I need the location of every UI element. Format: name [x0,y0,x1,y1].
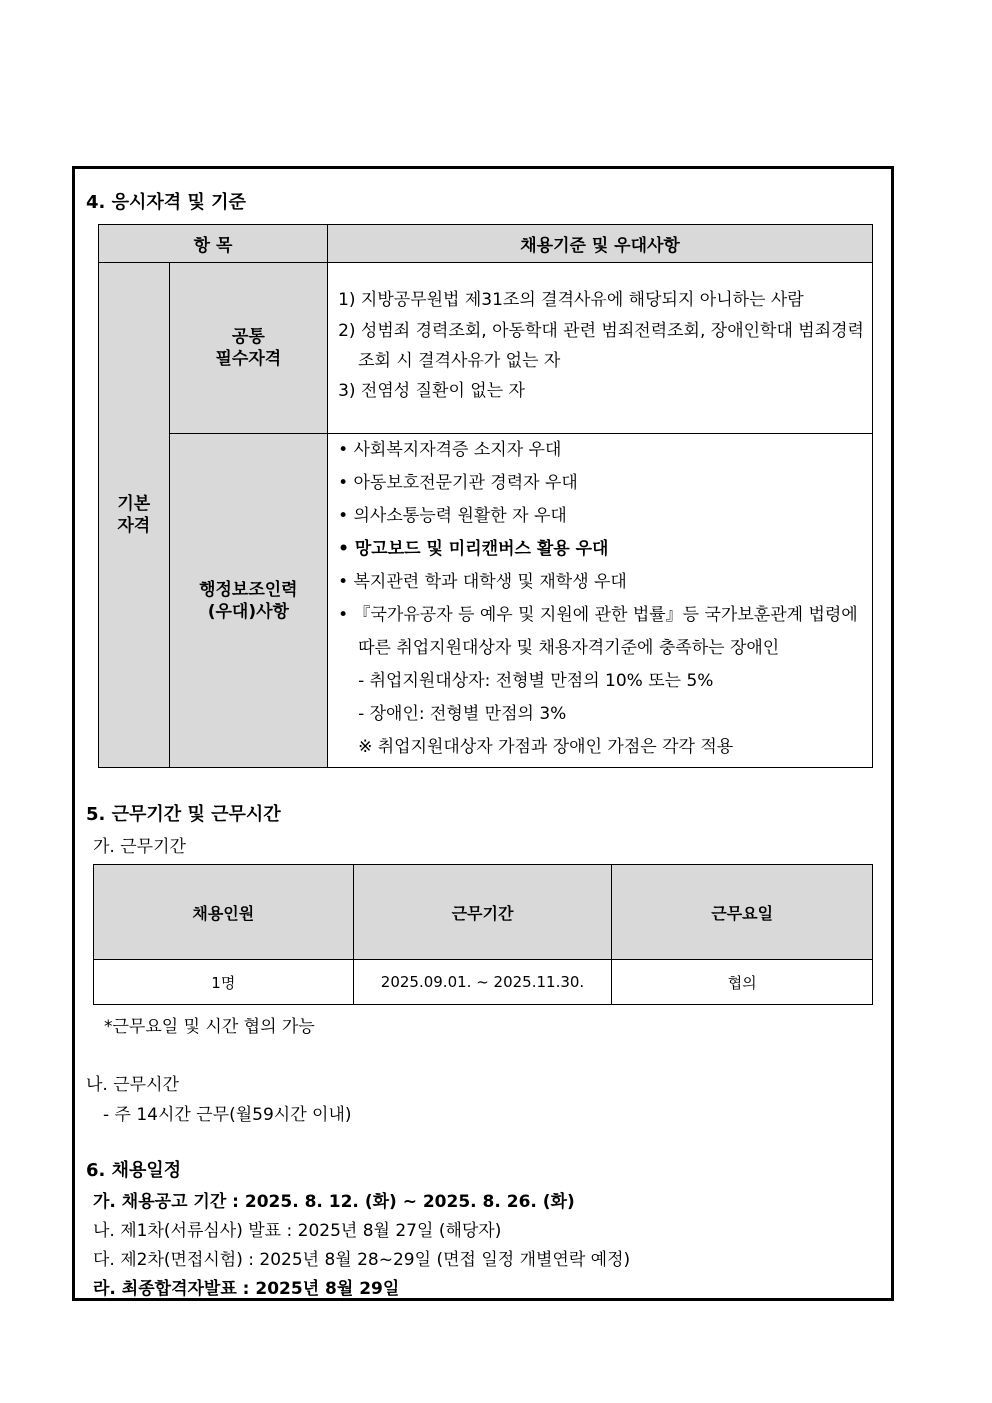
list-item: - 장애인: 전형별 만점의 3% [358,704,567,724]
preferred-label [169,434,327,768]
schedule-item-a: 가. 채용공고 기간 : 2025. 8. 12. (화) ~ 2025. 8. 26. (화) [93,1192,575,1212]
list-item: ※ 취업지원대상자 가점과 장애인 가점은 각각 적용 [358,737,734,757]
list-item: 2) 성범죄 경력조회, 아동학대 관련 범죄전력조회, 장애인학대 범죄경력 [338,321,864,341]
cell-headcount: 1명 [94,960,354,1005]
group-label-basic [99,263,170,768]
header-period: 근무기간 [353,865,612,960]
group-label-line: 자격 [117,516,151,536]
table-row [94,960,873,1005]
header-item: 항 목 [99,225,328,263]
preferred-criteria [328,434,873,768]
section5-title: 5. 근무기간 및 근무시간 [86,804,281,825]
preferred-label-line: 행정보조인력 [199,579,298,600]
section4-title: 4. 응시자격 및 기준 [86,192,246,213]
list-item: • 아동보호전문기관 경력자 우대 [338,473,578,493]
qualification-table [98,224,873,768]
list-item: • 망고보드 및 미리캔버스 활용 우대 [338,539,609,559]
list-item: • 『국가유공자 등 예우 및 지원에 관한 법률』등 국가보훈관계 법령에 [338,605,858,625]
section5-hours: - 주 14시간 근무(월59시간 이내) [103,1105,352,1125]
work-period-table [93,864,873,1005]
section5-sub-b: 나. 근무시간 [86,1075,179,1095]
preferred-label-line: (우대)사항 [207,601,289,622]
schedule-item-b: 나. 제1차(서류심사) 발표 : 2025년 8월 27일 (해당자) [93,1221,502,1241]
section5-sub-a: 가. 근무기간 [93,837,186,857]
table-header-row [99,225,873,263]
list-item: • 복지관련 학과 대학생 및 재학생 우대 [338,572,627,592]
list-item: - 취업지원대상자: 전형별 만점의 10% 또는 5% [358,671,714,691]
header-headcount: 채용인원 [94,865,354,960]
section6-title: 6. 채용일정 [86,1160,182,1181]
section5-note: *근무요일 및 시간 협의 가능 [104,1017,315,1037]
schedule-item-c: 다. 제2차(면접시험) : 2025년 8월 28~29일 (면접 일정 개별연락 예정) [93,1250,631,1270]
schedule-item-d: 라. 최종합격자발표 : 2025년 8월 29일 [93,1279,400,1299]
group-label-line: 기본 [117,494,151,514]
cell-period: 2025.09.01. ~ 2025.11.30. [353,960,612,1005]
table-row [99,263,873,434]
common-label-line: 필수자격 [215,349,282,369]
list-item: 3) 전염성 질환이 없는 자 [338,381,525,401]
common-label [169,263,327,434]
header-criteria: 채용기준 및 우대사항 [328,225,873,263]
table-row [99,434,873,768]
list-item: • 사회복지자격증 소지자 우대 [338,440,562,460]
list-item: 조회 시 결격사유가 없는 자 [358,351,561,371]
list-item: • 의사소통능력 원활한 자 우대 [338,506,567,526]
list-item: 1) 지방공무원법 제31조의 결격사유에 해당되지 아니하는 사람 [338,290,804,310]
cell-workdays: 협의 [612,960,873,1005]
header-workdays: 근무요일 [612,865,873,960]
common-criteria [328,263,873,434]
table-header-row [94,865,873,960]
list-item: 따른 취업지원대상자 및 채용자격기준에 충족하는 장애인 [358,638,780,658]
common-label-line: 공통 [231,327,265,347]
